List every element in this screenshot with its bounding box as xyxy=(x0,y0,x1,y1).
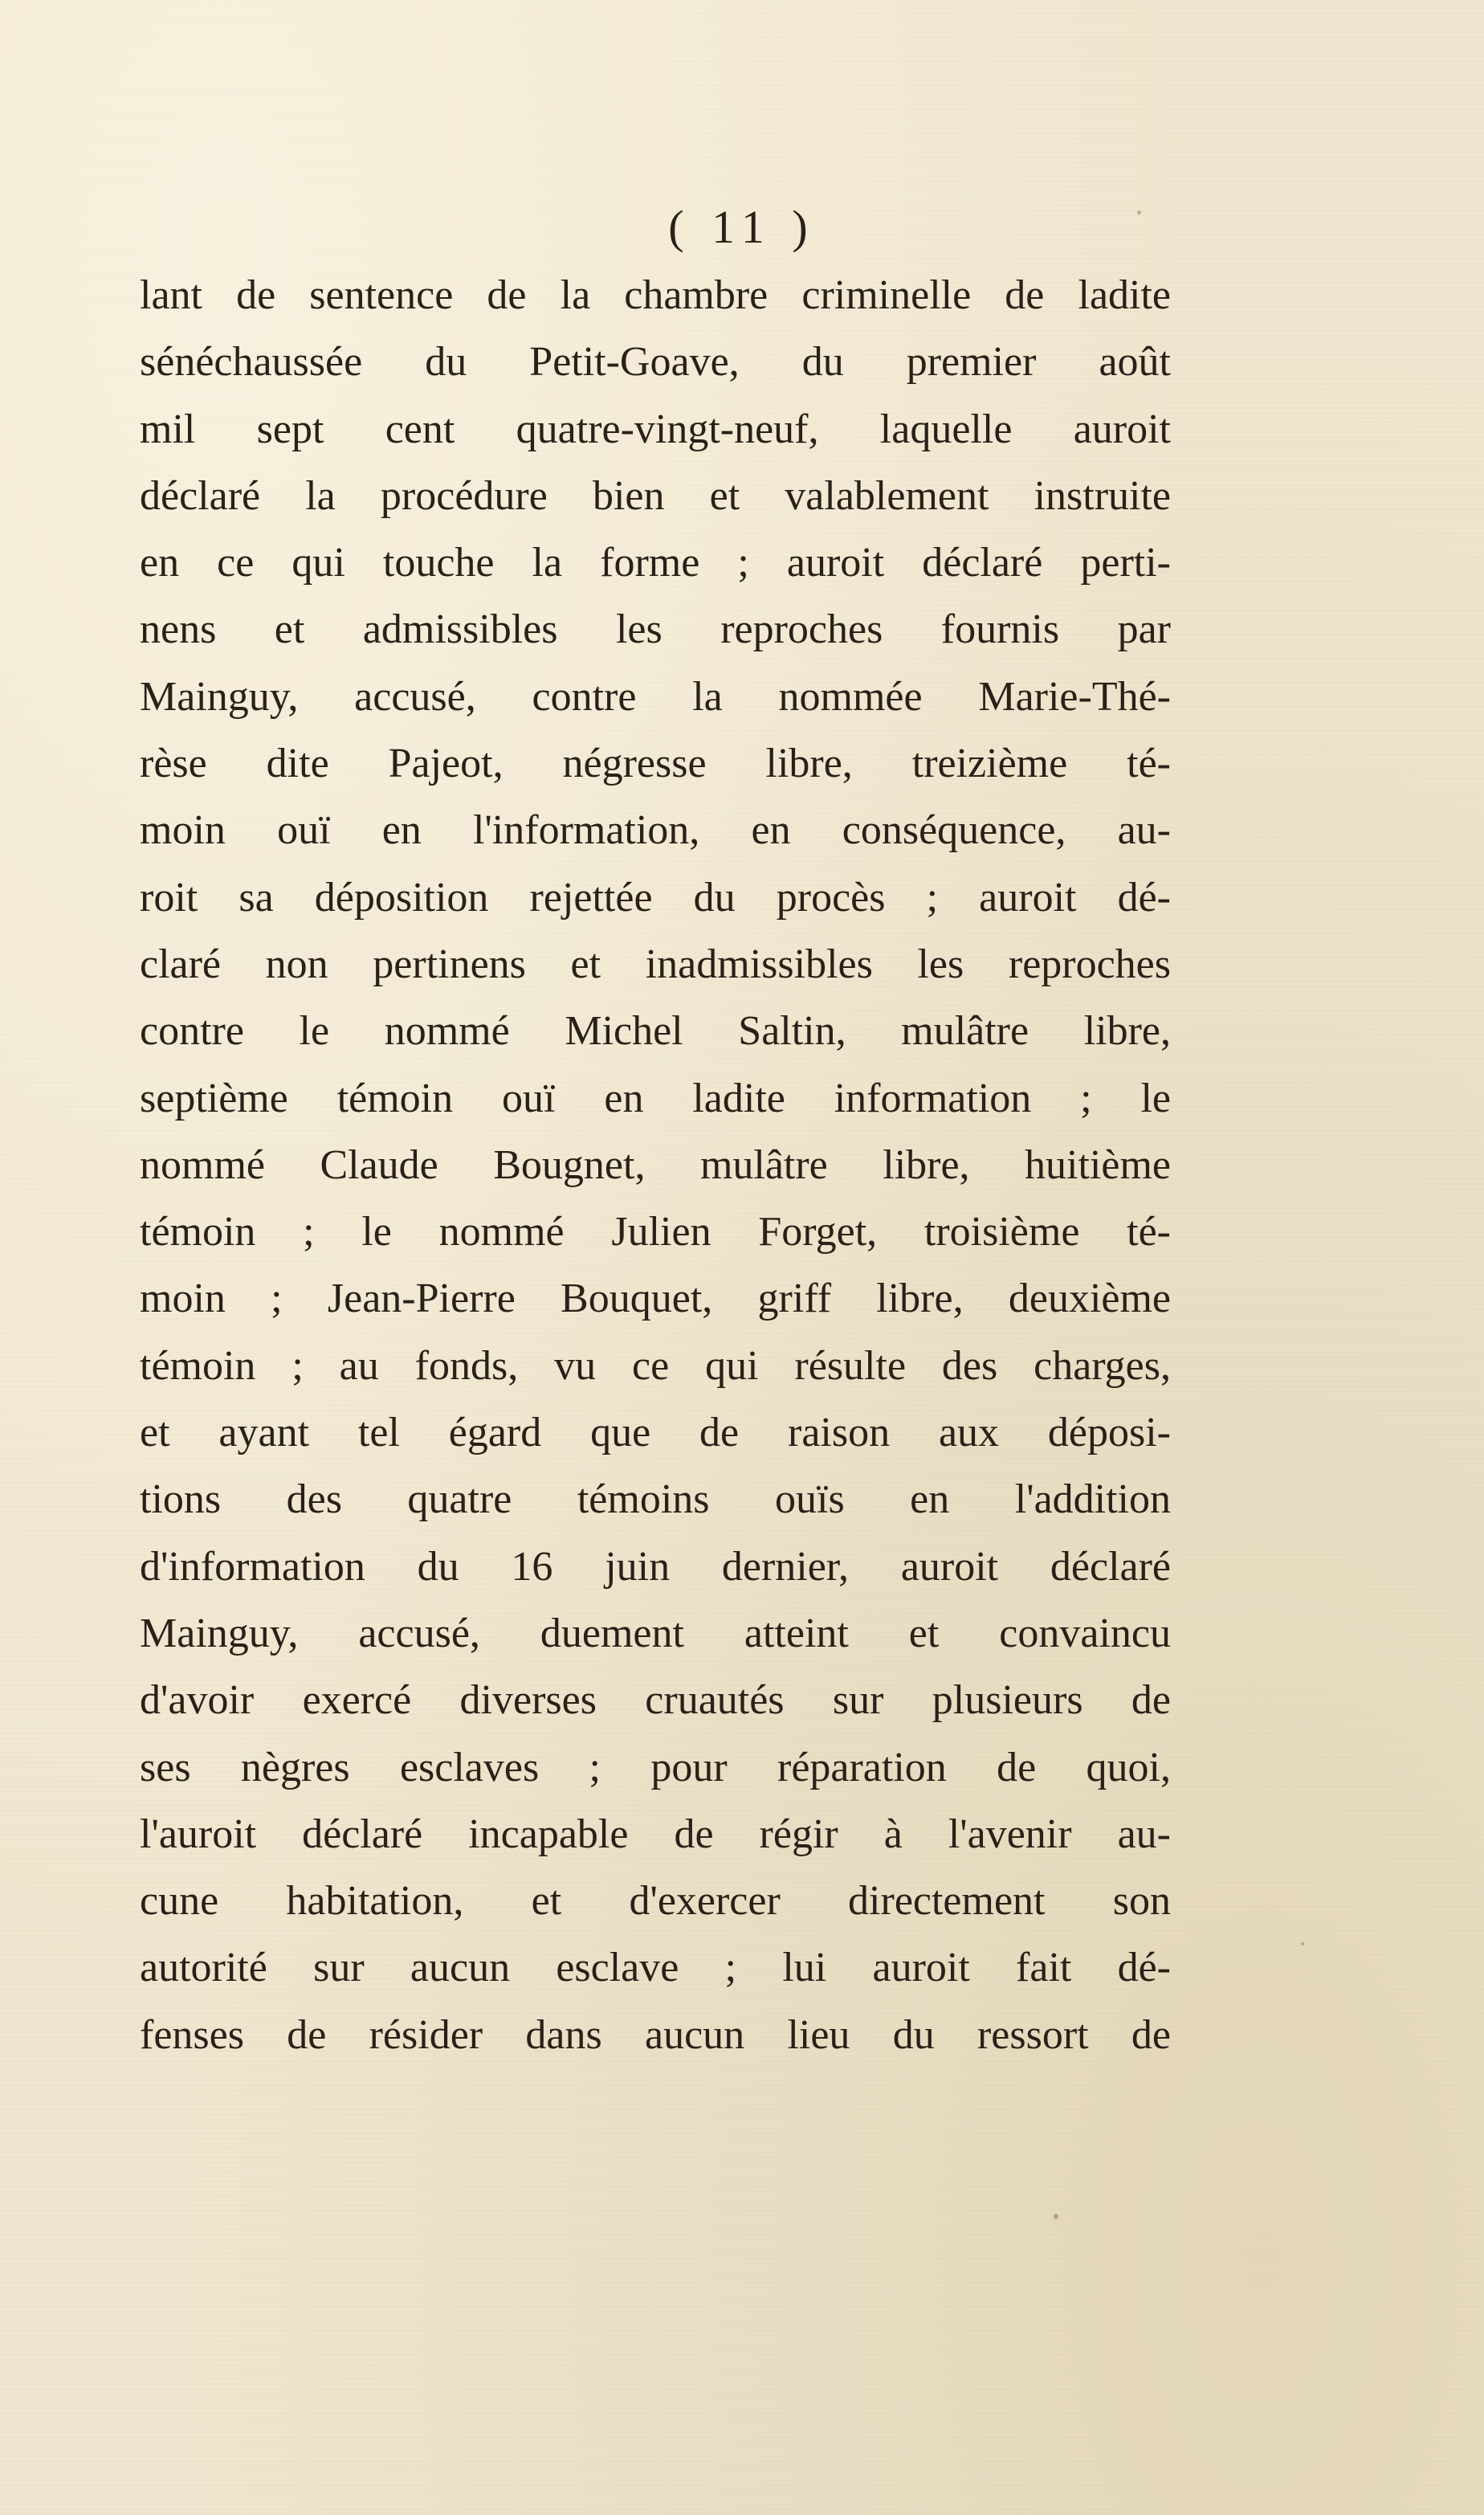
text-line: témoin ; le nommé Julien Forget, troisième té- xyxy=(140,1209,1171,1255)
text-line: mil sept cent quatre-vingt-neuf, laquelle auroit xyxy=(140,406,1171,452)
paper-speck xyxy=(1054,2214,1058,2219)
text-line: Mainguy, accusé, duement atteint et convaincu xyxy=(140,1610,1171,1656)
text-line: et ayant tel égard que de raison aux déposi- xyxy=(140,1410,1171,1456)
text-line: lant de sentence de la chambre criminelle de ladite xyxy=(140,272,1171,318)
text-line: sénéchaussée du Petit-Goave, du premier août xyxy=(140,339,1171,386)
text-line: contre le nommé Michel Saltin, mulâtre libre, xyxy=(140,1008,1171,1055)
text-line: tions des quatre témoins ouïs en l'addition xyxy=(140,1476,1171,1523)
page-number: ( 11 ) xyxy=(668,201,816,253)
text-line: nommé Claude Bougnet, mulâtre libre, huitième xyxy=(140,1141,1171,1188)
text-line: autorité sur aucun esclave ; lui auroit fait dé- xyxy=(140,1945,1171,1991)
text-line: claré non pertinens et inadmissibles les reproches xyxy=(140,941,1171,987)
text-line: nens et admissibles les reproches fournis par xyxy=(140,606,1171,653)
paper-speck xyxy=(1301,1942,1304,1945)
text-line: roit sa déposition rejettée du procès ; auroit dé- xyxy=(140,874,1171,921)
text-line: septième témoin ouï en ladite information ; le xyxy=(140,1075,1171,1121)
text-line: fenses de résider dans aucun lieu du ressort de xyxy=(140,2011,1171,2058)
text-line: moin ; Jean-Pierre Bouquet, griff libre, deuxième xyxy=(140,1276,1171,1322)
text-line: en ce qui touche la forme ; auroit déclaré perti- xyxy=(140,540,1171,586)
text-line: Mainguy, accusé, contre la nommée Marie-Thé- xyxy=(140,673,1171,720)
text-line: d'avoir exercé diverses cruautés sur plusieurs de xyxy=(140,1677,1171,1724)
text-line: déclaré la procédure bien et valablement instruite xyxy=(140,472,1171,519)
text-line: moin ouï en l'information, en conséquence, au- xyxy=(140,807,1171,854)
text-line: d'information du 16 juin dernier, auroit déclaré xyxy=(140,1543,1171,1590)
body-text xyxy=(140,262,1171,2068)
text-line: rèse dite Pajeot, négresse libre, treizième té- xyxy=(140,741,1171,787)
text-line: ses nègres esclaves ; pour réparation de quoi, xyxy=(140,1744,1171,1790)
text-line: témoin ; au fonds, vu ce qui résulte des charges, xyxy=(140,1342,1171,1389)
text-line: l'auroit déclaré incapable de régir à l'avenir au- xyxy=(140,1811,1171,1857)
text-line: cune habitation, et d'exercer directement son xyxy=(140,1878,1171,1925)
paper-speck xyxy=(1137,210,1141,214)
